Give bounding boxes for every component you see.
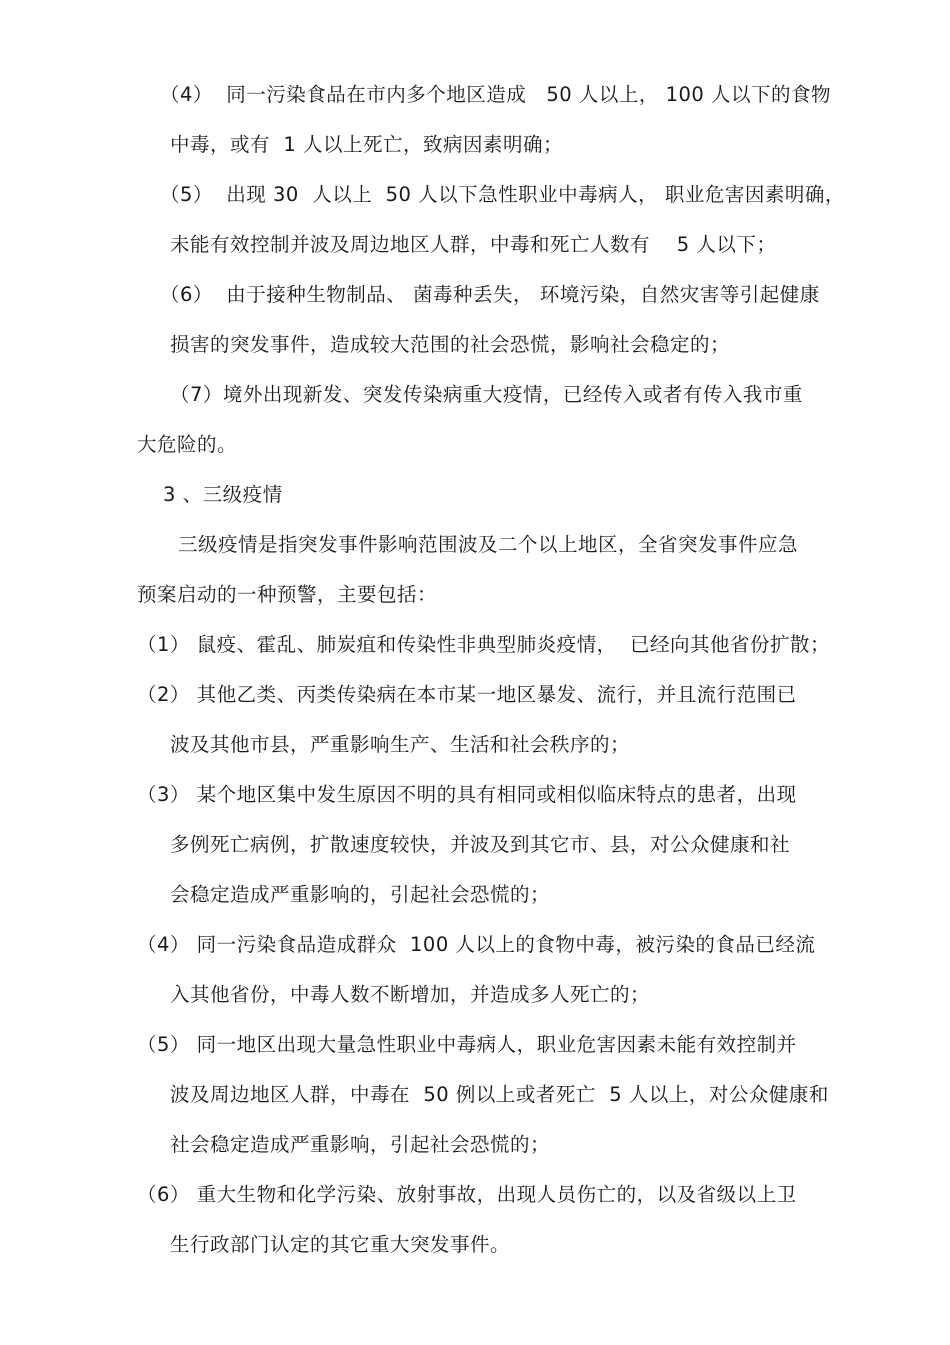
paragraph-line: （2） 其他乙类、丙类传染病在本市某一地区暴发、流行，并且流行范围已 [137,683,797,706]
paragraph-line: （6） 重大生物和化学污染、放射事故，出现人员伤亡的，以及省级以上卫 [137,1183,797,1206]
paragraph-line: （4） 同一污染食品在市内多个地区造成 50 人以上， 100 人以下的食物 [160,83,832,106]
paragraph-line: 波及其他市县，严重影响生产、生活和社会秩序的； [170,733,631,756]
paragraph-line: （5） 出现 30 人以上 50 人以下急性职业中毒病人， 职业危害因素明确， [160,183,845,206]
paragraph-line: 预案启动的一种预警，主要包括： [137,583,438,606]
section-heading: 3 、三级疫情 [163,483,283,506]
paragraph-line: （1） 鼠疫、霍乱、肺炭疽和传染性非典型肺炎疫情， 已经向其他省份扩散； [137,633,831,656]
paragraph-line: （7）境外出现新发、突发传染病重大疫情，已经传入或者有传入我市重 [170,383,803,406]
paragraph-line: 未能有效控制并波及周边地区人群，中毒和死亡人数有 5 人以下； [170,233,777,256]
paragraph-line: （5） 同一地区出现大量急性职业中毒病人，职业危害因素未能有效控制并 [137,1033,797,1056]
paragraph-line: （4） 同一污染食品造成群众 100 人以上的食物中毒，被污染的食品已经流 [137,933,816,956]
paragraph-line: 社会稳定造成严重影响，引起社会恐慌的； [170,1133,551,1156]
paragraph-line: 会稳定造成严重影响的，引起社会恐慌的； [170,883,551,906]
paragraph-line: 中毒，或有 1 人以上死亡，致病因素明确； [170,133,564,156]
paragraph-line: 大危险的。 [137,433,238,456]
paragraph-line: 生行政部门认定的其它重大突发事件。 [170,1233,511,1256]
paragraph-line: 三级疫情是指突发事件影响范围波及二个以上地区，全省突发事件应急 [178,533,799,556]
paragraph-line: 波及周边地区人群，中毒在 50 例以上或者死亡 5 人以上，对公众健康和 [170,1083,829,1106]
paragraph-line: （3） 某个地区集中发生原因不明的具有相同或相似临床特点的患者，出现 [137,783,797,806]
paragraph-line: （6） 由于接种生物制品、 菌毒种丢失， 环境污染，自然灾害等引起健康 [160,283,820,306]
paragraph-line: 入其他省份，中毒人数不断增加，并造成多人死亡的； [170,983,651,1006]
paragraph-line: 多例死亡病例，扩散速度较快，并波及到其它市、县，对公众健康和社 [170,833,791,856]
paragraph-line: 损害的突发事件，造成较大范围的社会恐慌，影响社会稳定的； [170,333,731,356]
